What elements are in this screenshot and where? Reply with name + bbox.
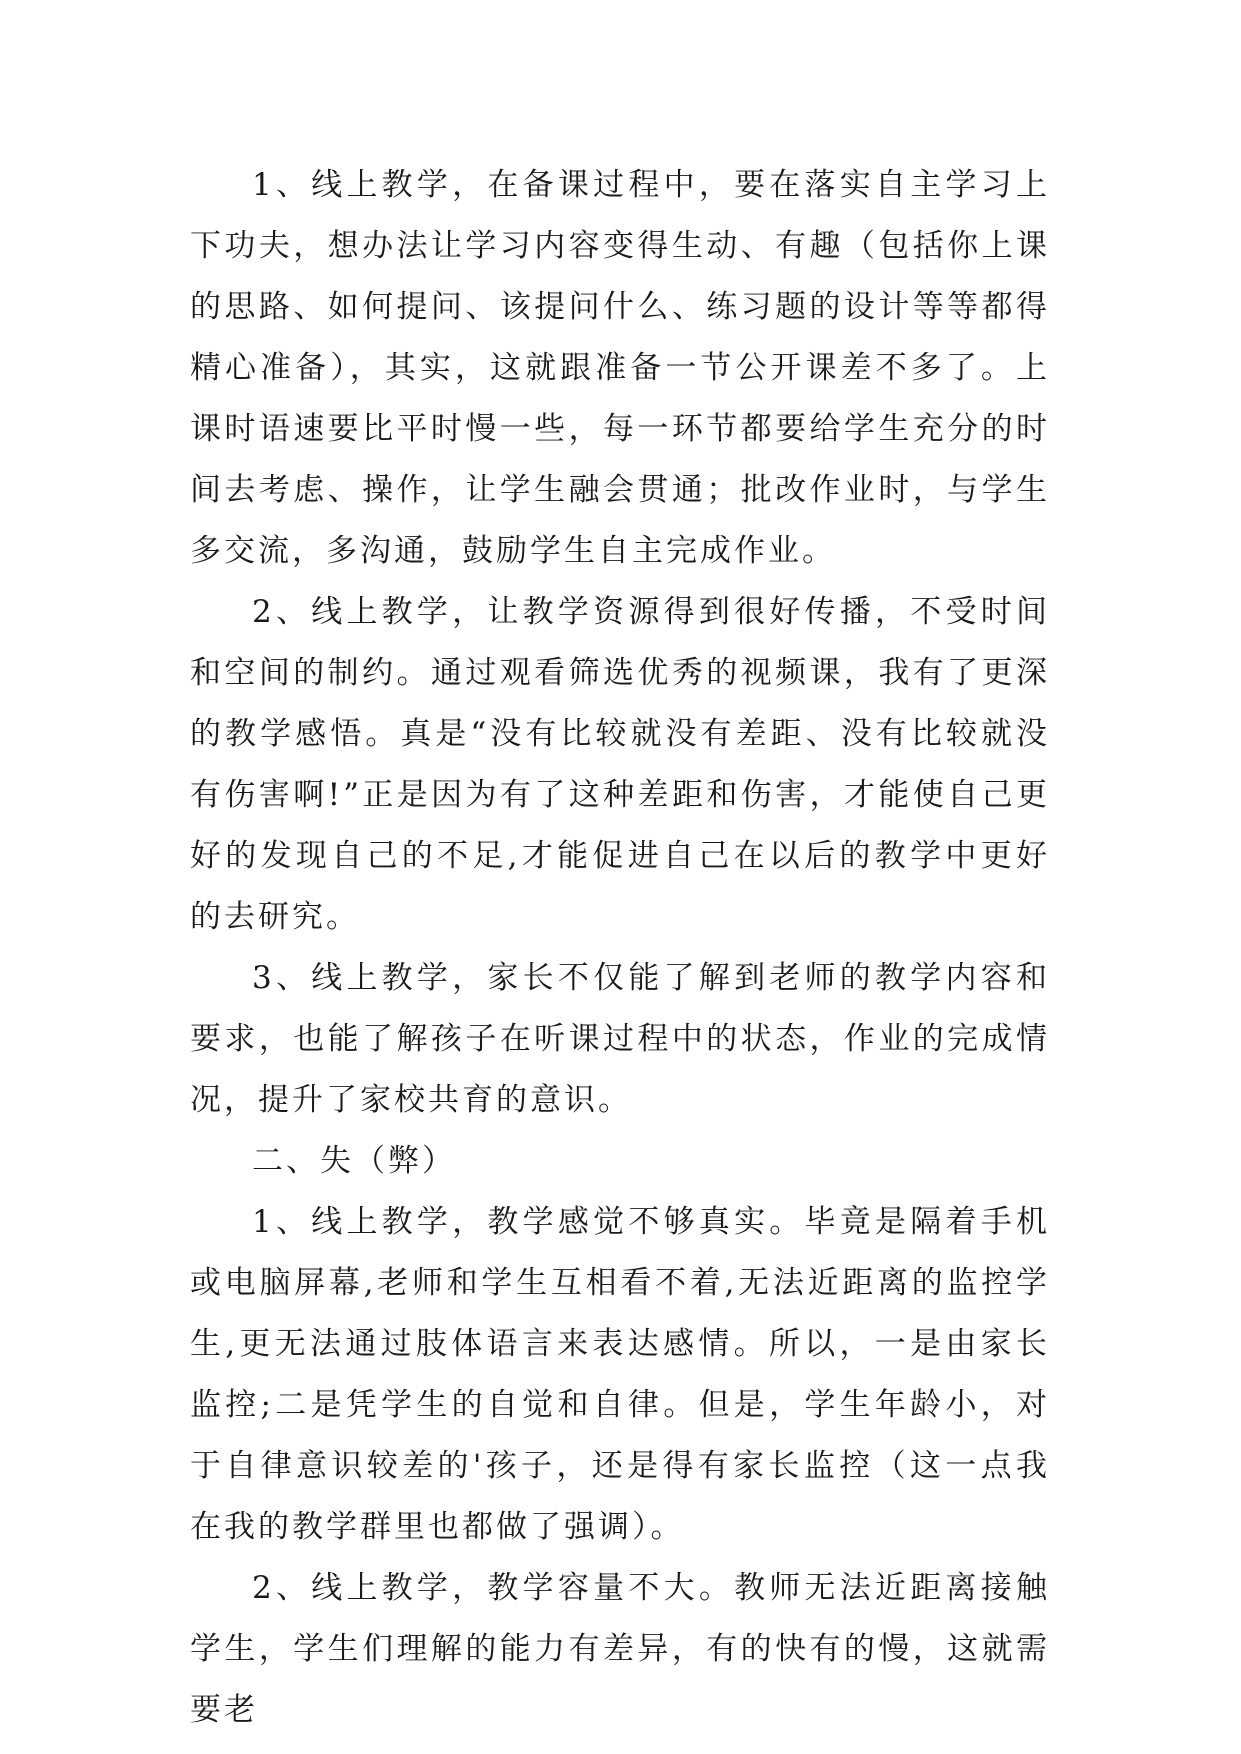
paragraph-advantage-3: 3、线上教学，家长不仅能了解到老师的教学内容和要求，也能了解孩子在听课过程中的状态，作业的完成情况，提升了家校共育的意识。 (190, 960, 1050, 1118)
paragraph-disadvantage-1: 1、线上教学，教学感觉不够真实。毕竟是隔着手机或电脑屏幕,老师和学生互相看不着,无法近距离的监控学生,更无法通过肢体语言来表达感情。所以，一是由家长监控;二是凭学生的自觉和自律。但是，学生年龄小，对于自律意识较差的'孩子，还是得有家长监控（这一点我在我的教学群里也都做了强调）。 (190, 1204, 1050, 1545)
section-heading-disadvantages: 二、失（弊） (252, 1143, 456, 1179)
paragraph-advantage-1: 1、线上教学，在备课过程中，要在落实自主学习上下功夫，想办法让学习内容变得生动、有趣（包括你上课的思路、如何提问、该提问什么、练习题的设计等等都得精心准备），其实，这就跟准备一节公开课差不多了。上课时语速要比平时慢一些，每一环节都要给学生充分的时间去考虑、操作，让学生融会贯通；批改作业时，与学生多交流，多沟通，鼓励学生自主完成作业。 (190, 167, 1050, 569)
document-body (190, 155, 1050, 1741)
paragraph-disadvantage-2: 2、线上教学，教学容量不大。教师无法近距离接触学生，学生们理解的能力有差异，有的快有的慢，这就需要老 (190, 1570, 1050, 1728)
paragraph-advantage-2: 2、线上教学，让教学资源得到很好传播，不受时间和空间的制约。通过观看筛选优秀的视频课，我有了更深的教学感悟。真是“没有比较就没有差距、没有比较就没有伤害啊!”正是因为有了这种差距和伤害，才能使自己更好的发现自己的不足,才能促进自己在以后的教学中更好的去研究。 (190, 594, 1050, 935)
